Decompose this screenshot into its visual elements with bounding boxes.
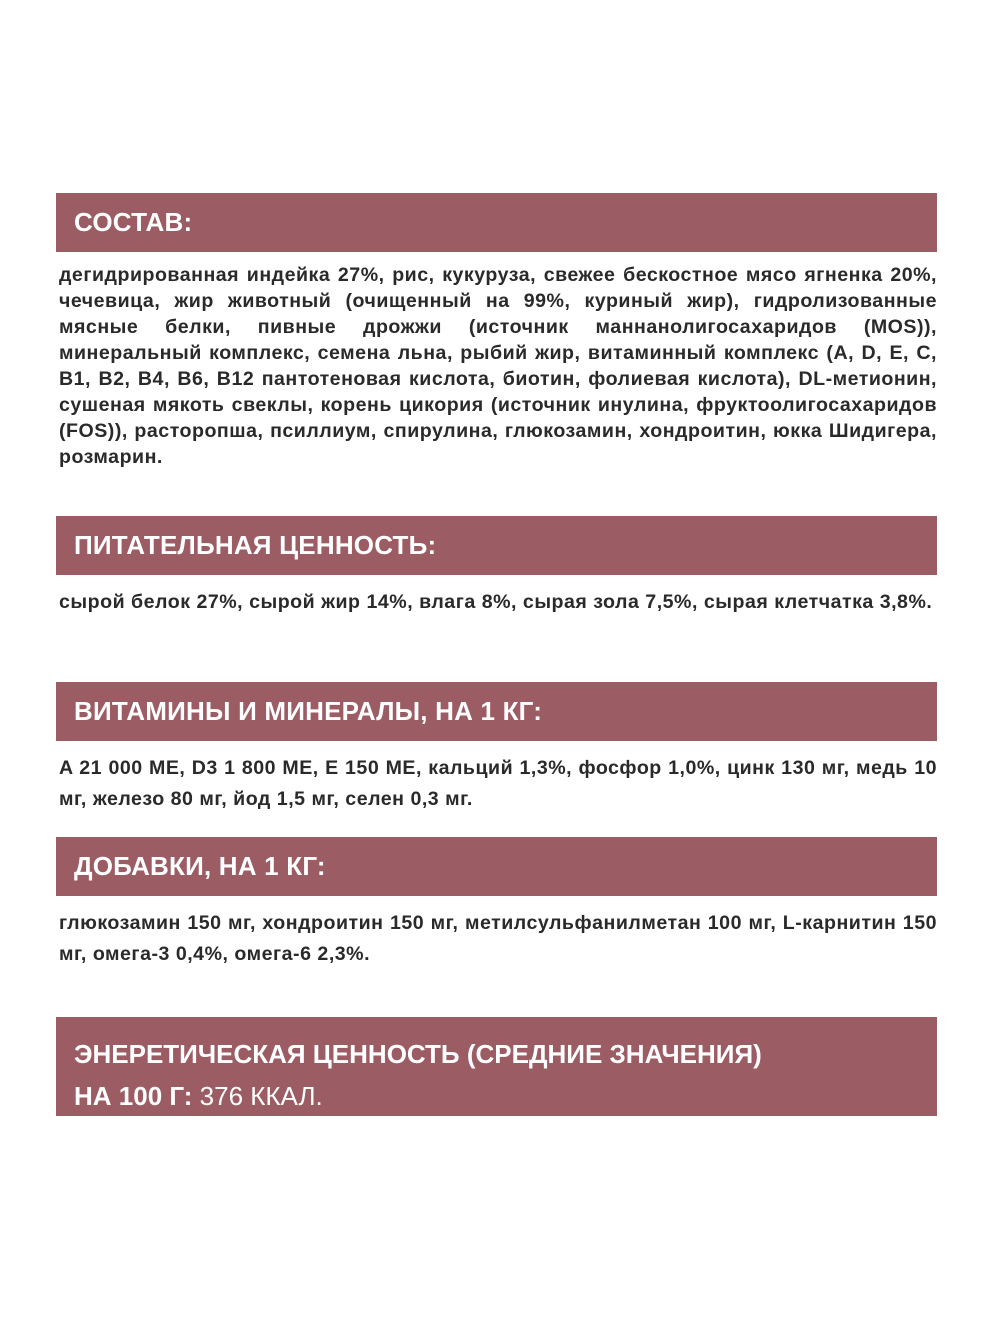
energy-section (56, 1017, 937, 1116)
energy-per-label: НА 100 Г: (74, 1081, 193, 1111)
energy-block (56, 1017, 937, 1116)
vitamins-heading: ВИТАМИНЫ И МИНЕРАЛЫ, НА 1 КГ: (56, 682, 937, 741)
composition-section (56, 193, 937, 470)
energy-value-line (74, 1075, 937, 1117)
nutrition-text: сырой белок 27%, сырой жир 14%, влага 8%, сырая зола 7,5%, сырая клетчатка 3,8%. (59, 591, 933, 613)
additives-text: глюкозамин 150 мг, хондроитин 150 мг, метилсульфанилметан 100 мг, L-карнитин 150 мг, омега-3 0,4%, омега-6 2,3%. (59, 912, 937, 965)
nutrition-heading: ПИТАТЕЛЬНАЯ ЦЕННОСТЬ: (56, 516, 937, 575)
additives-section (56, 837, 937, 970)
energy-value: 376 ККАЛ. (192, 1081, 323, 1111)
energy-heading: ЭНЕРЕТИЧЕСКАЯ ЦЕННОСТЬ (СРЕДНИЕ ЗНАЧЕНИЯ) (74, 1039, 762, 1069)
composition-heading: СОСТАВ: (56, 193, 937, 252)
additives-heading: ДОБАВКИ, НА 1 КГ: (56, 837, 937, 896)
vitamins-section (56, 682, 937, 815)
nutrition-section (56, 516, 937, 618)
vitamins-text: A 21 000 МЕ, D3 1 800 МЕ, Е 150 МЕ, кальций 1,3%, фосфор 1,0%, цинк 130 мг, медь 10 мг, железо 80 мг, йод 1,5 мг, селен 0,3 мг. (59, 757, 937, 810)
composition-text: дегидрированная индейка 27%, рис, кукуруза, свежее бескостное мясо ягненка 20%, чечевица, жир животный (очищенный на 99%, куриный жир), гидролизованные мясные белки, пивные дрожжи (источник маннанолигосахаридов (MOS)), минеральный комплекс, семена льна, рыбий жир, витаминный комплекс (A, D, E, C, B1, B2, B4, B6, B12 пантотеновая кислота, биотин, фолиевая кислота), DL-метионин, сушеная мякоть свеклы, корень цикория (источник инулина, фруктоолигосахаридов (FOS)), расторопша, псиллиум, спирулина, глюкозамин, хондроитин, юкка Шидигера, розмарин. (59, 264, 937, 468)
